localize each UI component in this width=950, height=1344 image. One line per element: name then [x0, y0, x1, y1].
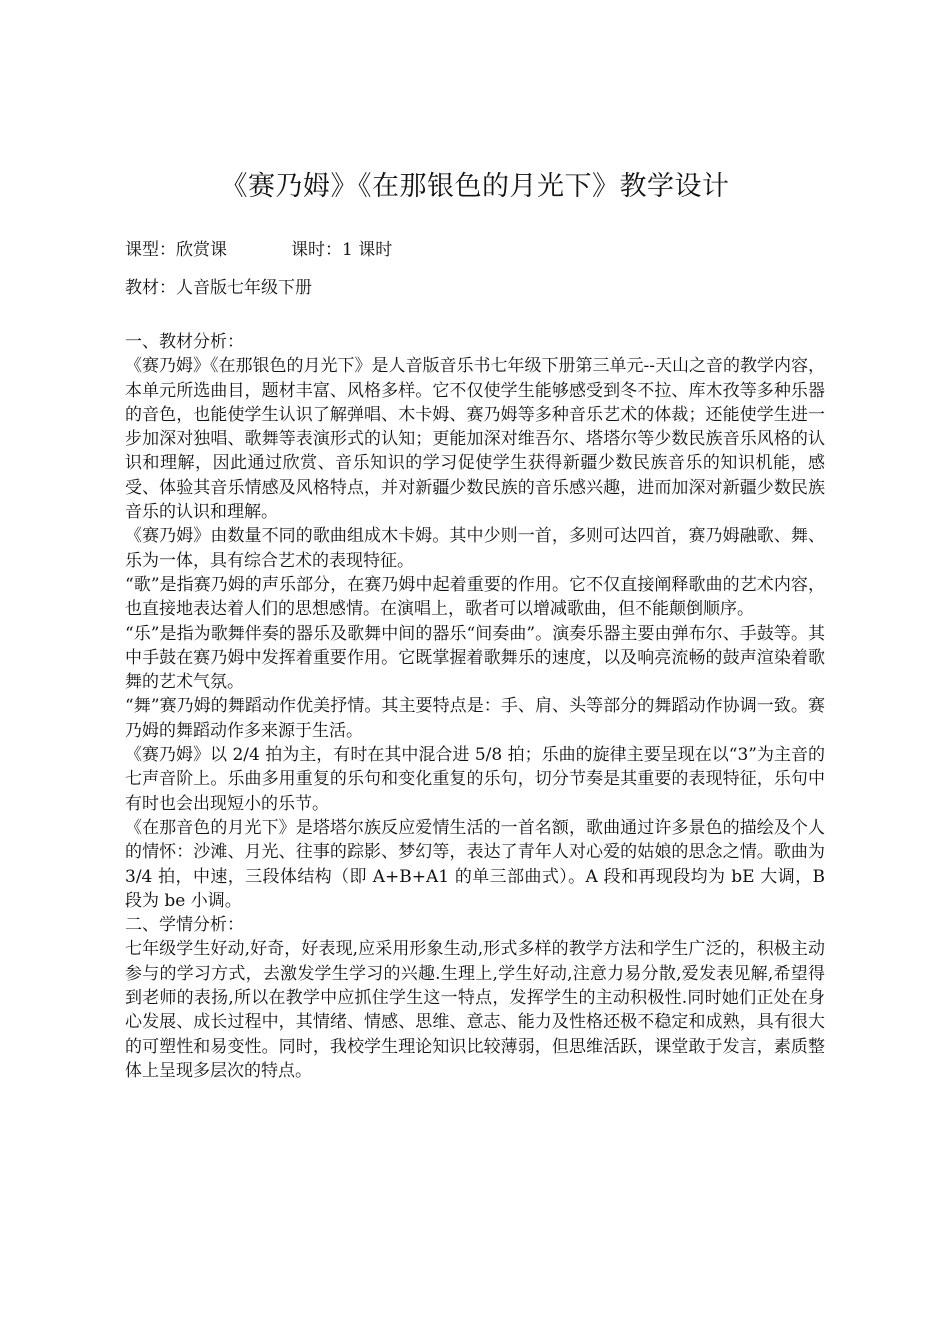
course-type: 课型：欣赏课	[125, 240, 227, 260]
document-title: 《赛乃姆》《在那银色的月光下》教学设计	[220, 171, 730, 202]
paragraph: 《赛乃姆》以 2/4 拍为主，有时在其中混合进 5/8 拍；乐曲的旋律主要呈现在以“3”为主音的七声音阶上。乐曲多用重复的乐句和变化重复的乐句，切分节奏是其重要的表现特征，乐句中有时也会出现短小的乐节。	[125, 745, 825, 814]
course-duration: 课时：1 课时	[291, 240, 393, 260]
section-heading-2: 二、学情分析：	[125, 915, 244, 936]
document-body	[125, 330, 825, 1083]
meta-textbook: 教材：人音版七年级下册	[125, 278, 312, 298]
meta-line-1	[125, 238, 392, 262]
paragraph: “乐”是指为歌舞伴奏的器乐及歌舞中间的器乐“间奏曲”。演奏乐器主要由弹布尔、手鼓等。其中手鼓在赛乃姆中发挥着重要作用。它既掌握着歌舞乐的速度，以及响亮流畅的鼓声渲染着歌舞的艺术气氛。	[125, 623, 825, 693]
paragraph: 《在那音色的月光下》是塔塔尔族反应爱情生活的一首名额，歌曲通过许多景色的描绘及个人的情怀：沙滩、月光、往事的踪影、梦幻等，表达了青年人对心爱的姑娘的思念之情。歌曲为 3/4 拍，中速，三段体结构（即 A+B+A1 的单三部曲式）。A 段和再现段均为 bE 大调，B 段为 be 小调。	[125, 817, 825, 911]
paragraph: “舞”赛乃姆的舞蹈动作优美抒情。其主要特点是：手、肩、头等部分的舞蹈动作协调一致。赛乃姆的舞蹈动作多来源于生活。	[125, 696, 825, 741]
paragraph: “歌”是指赛乃姆的声乐部分，在赛乃姆中起着重要的作用。它不仅直接阐释歌曲的艺术内容，也直接地表达着人们的思想感情。在演唱上，歌者可以增减歌曲，但不能颠倒顺序。	[125, 574, 825, 620]
paragraph: 《赛乃姆》《在那银色的月光下》是人音版音乐书七年级下册第三单元--天山之音的教学内容，本单元所选曲目，题材丰富、风格多样。它不仅使学生能够感受到冬不拉、库木孜等多种乐器的音色，也能使学生认识了解弹唱、木卡姆、赛乃姆等多种音乐艺术的体裁；还能使学生进一步加深对独唱、歌舞等表演形式的认知；更能加深对维吾尔、塔塔尔等少数民族音乐风格的认识和理解，因此通过欣赏、音乐知识的学习促使学生获得新疆少数民族音乐的知识机能，感受、体验其音乐情感及风格特点，并对新疆少数民族的音乐感兴趣，进而加深对新疆少数民族音乐的认识和理解。	[125, 356, 825, 523]
section-heading-1: 一、教材分析：	[125, 332, 244, 352]
paragraph: 《赛乃姆》由数量不同的歌曲组成木卡姆。其中少则一首，多则可达四首，赛乃姆融歌、舞、乐为一体，具有综合艺术的表现特征。	[125, 526, 825, 571]
paragraph: 七年级学生好动,好奇，好表现,应采用形象生动,形式多样的教学方法和学生广泛的，积极主动参与的学习方式，去激发学生学习的兴趣.生理上,学生好动,注意力易分散,爱发表见解,希望得到老师的表扬,所以在教学中应抓住学生这一特点，发挥学生的主动积极性.同时她们正处在身心发展、成长过程中，其情绪、情感、思维、意志、能力及性格还极不稳定和成熟，具有很大的可塑性和易变性。同时，我校学生理论知识比较薄弱，但思维活跃，课堂敢于发言，素质整体上呈现多层次的特点。	[125, 939, 825, 1081]
